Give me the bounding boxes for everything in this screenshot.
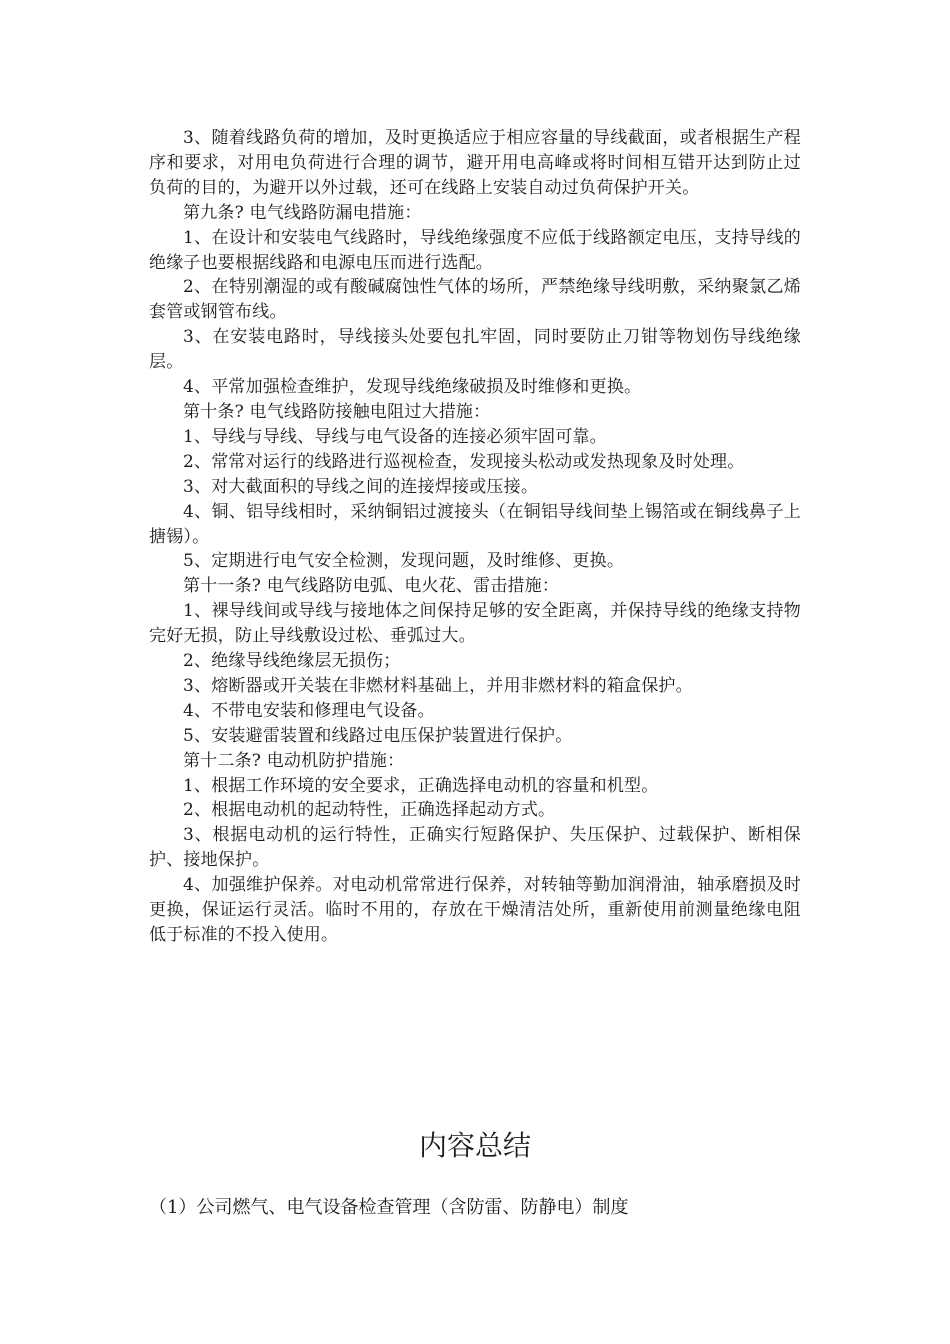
summary-item: （1）公司燃气、电气设备检查管理（含防雷、防静电）制度 — [149, 1197, 629, 1218]
paragraph-leakage-item-2: 2、在特别潮湿的或有酸碱腐蚀性气体的场所，严禁绝缘导线明敷，采纳聚氯乙烯套管或钢管布线。 — [149, 277, 801, 323]
paragraph-contact-item-3: 3、对大截面积的导线之间的连接焊接或压接。 — [183, 476, 539, 497]
paragraph-contact-item-2: 2、常常对运行的线路进行巡视检查，发现接头松动或发热现象及时处理。 — [183, 451, 745, 472]
paragraph-leakage-item-1: 1、在设计和安装电气线路时，导线绝缘强度不应低于线路额定电压，支持导线的绝缘子也要根据线路和电源电压而进行选配。 — [149, 227, 801, 273]
paragraph-leakage-item-4: 4、平常加强检查维护，发现导线绝缘破损及时维修和更换。 — [183, 377, 642, 398]
paragraph-arc-item-1: 1、裸导线间或导线与接地体之间保持足够的安全距离，并保持导线的绝缘支持物完好无损，防止导线敷设过松、垂弧过大。 — [149, 601, 801, 647]
paragraph-arc-item-3: 3、熔断器或开关装在非燃材料基础上，并用非燃材料的箱盒保护。 — [183, 675, 693, 696]
summary-title: 内容总结 — [418, 1129, 531, 1162]
paragraph-contact-item-1: 1、导线与导线、导线与电气设备的连接必须牢固可靠。 — [183, 426, 607, 447]
paragraph-arc-item-5: 5、安装避雷装置和线路过电压保护装置进行保护。 — [183, 725, 573, 746]
article-9-heading: 第九条? 电气线路防漏电措施： — [183, 202, 422, 223]
paragraph-overload-item-3: 3、随着线路负荷的增加，及时更换适应于相应容量的导线截面，或者根据生产程序和要求，对用电负荷进行合理的调节，避开用电高峰或将时间相互错开达到防止过负荷的目的，为避开以外过载，还可在线路上安装自动过负荷保护开关。 — [149, 128, 801, 198]
paragraph-motor-item-2: 2、根据电动机的起动特性，正确选择起动方式。 — [183, 800, 556, 821]
paragraph-leakage-item-3: 3、在安装电路时，导线接头处要包扎牢固，同时要防止刀钳等物划伤导线绝缘层。 — [149, 327, 801, 373]
article-11-heading: 第十一条? 电气线路防电弧、电火花、雷击措施： — [183, 576, 560, 597]
article-10-heading: 第十条? 电气线路防接触电阻过大措施： — [183, 401, 491, 422]
paragraph-contact-item-5: 5、定期进行电气安全检测，发现问题，及时维修、更换。 — [183, 551, 625, 572]
article-12-heading: 第十二条? 电动机防护措施： — [183, 750, 405, 771]
paragraph-motor-item-3: 3、根据电动机的运行特性，正确实行短路保护、失压保护、过载保护、断相保护、接地保护。 — [149, 825, 801, 871]
paragraph-motor-item-1: 1、根据工作环境的安全要求，正确选择电动机的容量和机型。 — [183, 775, 659, 796]
paragraph-arc-item-4: 4、不带电安装和修理电气设备。 — [183, 700, 435, 721]
paragraph-arc-item-2: 2、绝缘导线绝缘层无损伤； — [183, 651, 401, 672]
document-body — [149, 126, 801, 948]
paragraph-contact-item-4: 4、铜、铝导线相时，采纳铜铝过渡接头（在铜铝导线间垫上锡箔或在铜线鼻子上搪锡）。 — [149, 501, 801, 547]
paragraph-motor-item-4: 4、加强维护保养。对电动机常常进行保养，对转轴等勤加润滑油，轴承磨损及时更换，保证运行灵活。临时不用的，存放在干燥清洁处所，重新使用前测量绝缘电阻低于标准的不投入使用。 — [149, 875, 801, 945]
